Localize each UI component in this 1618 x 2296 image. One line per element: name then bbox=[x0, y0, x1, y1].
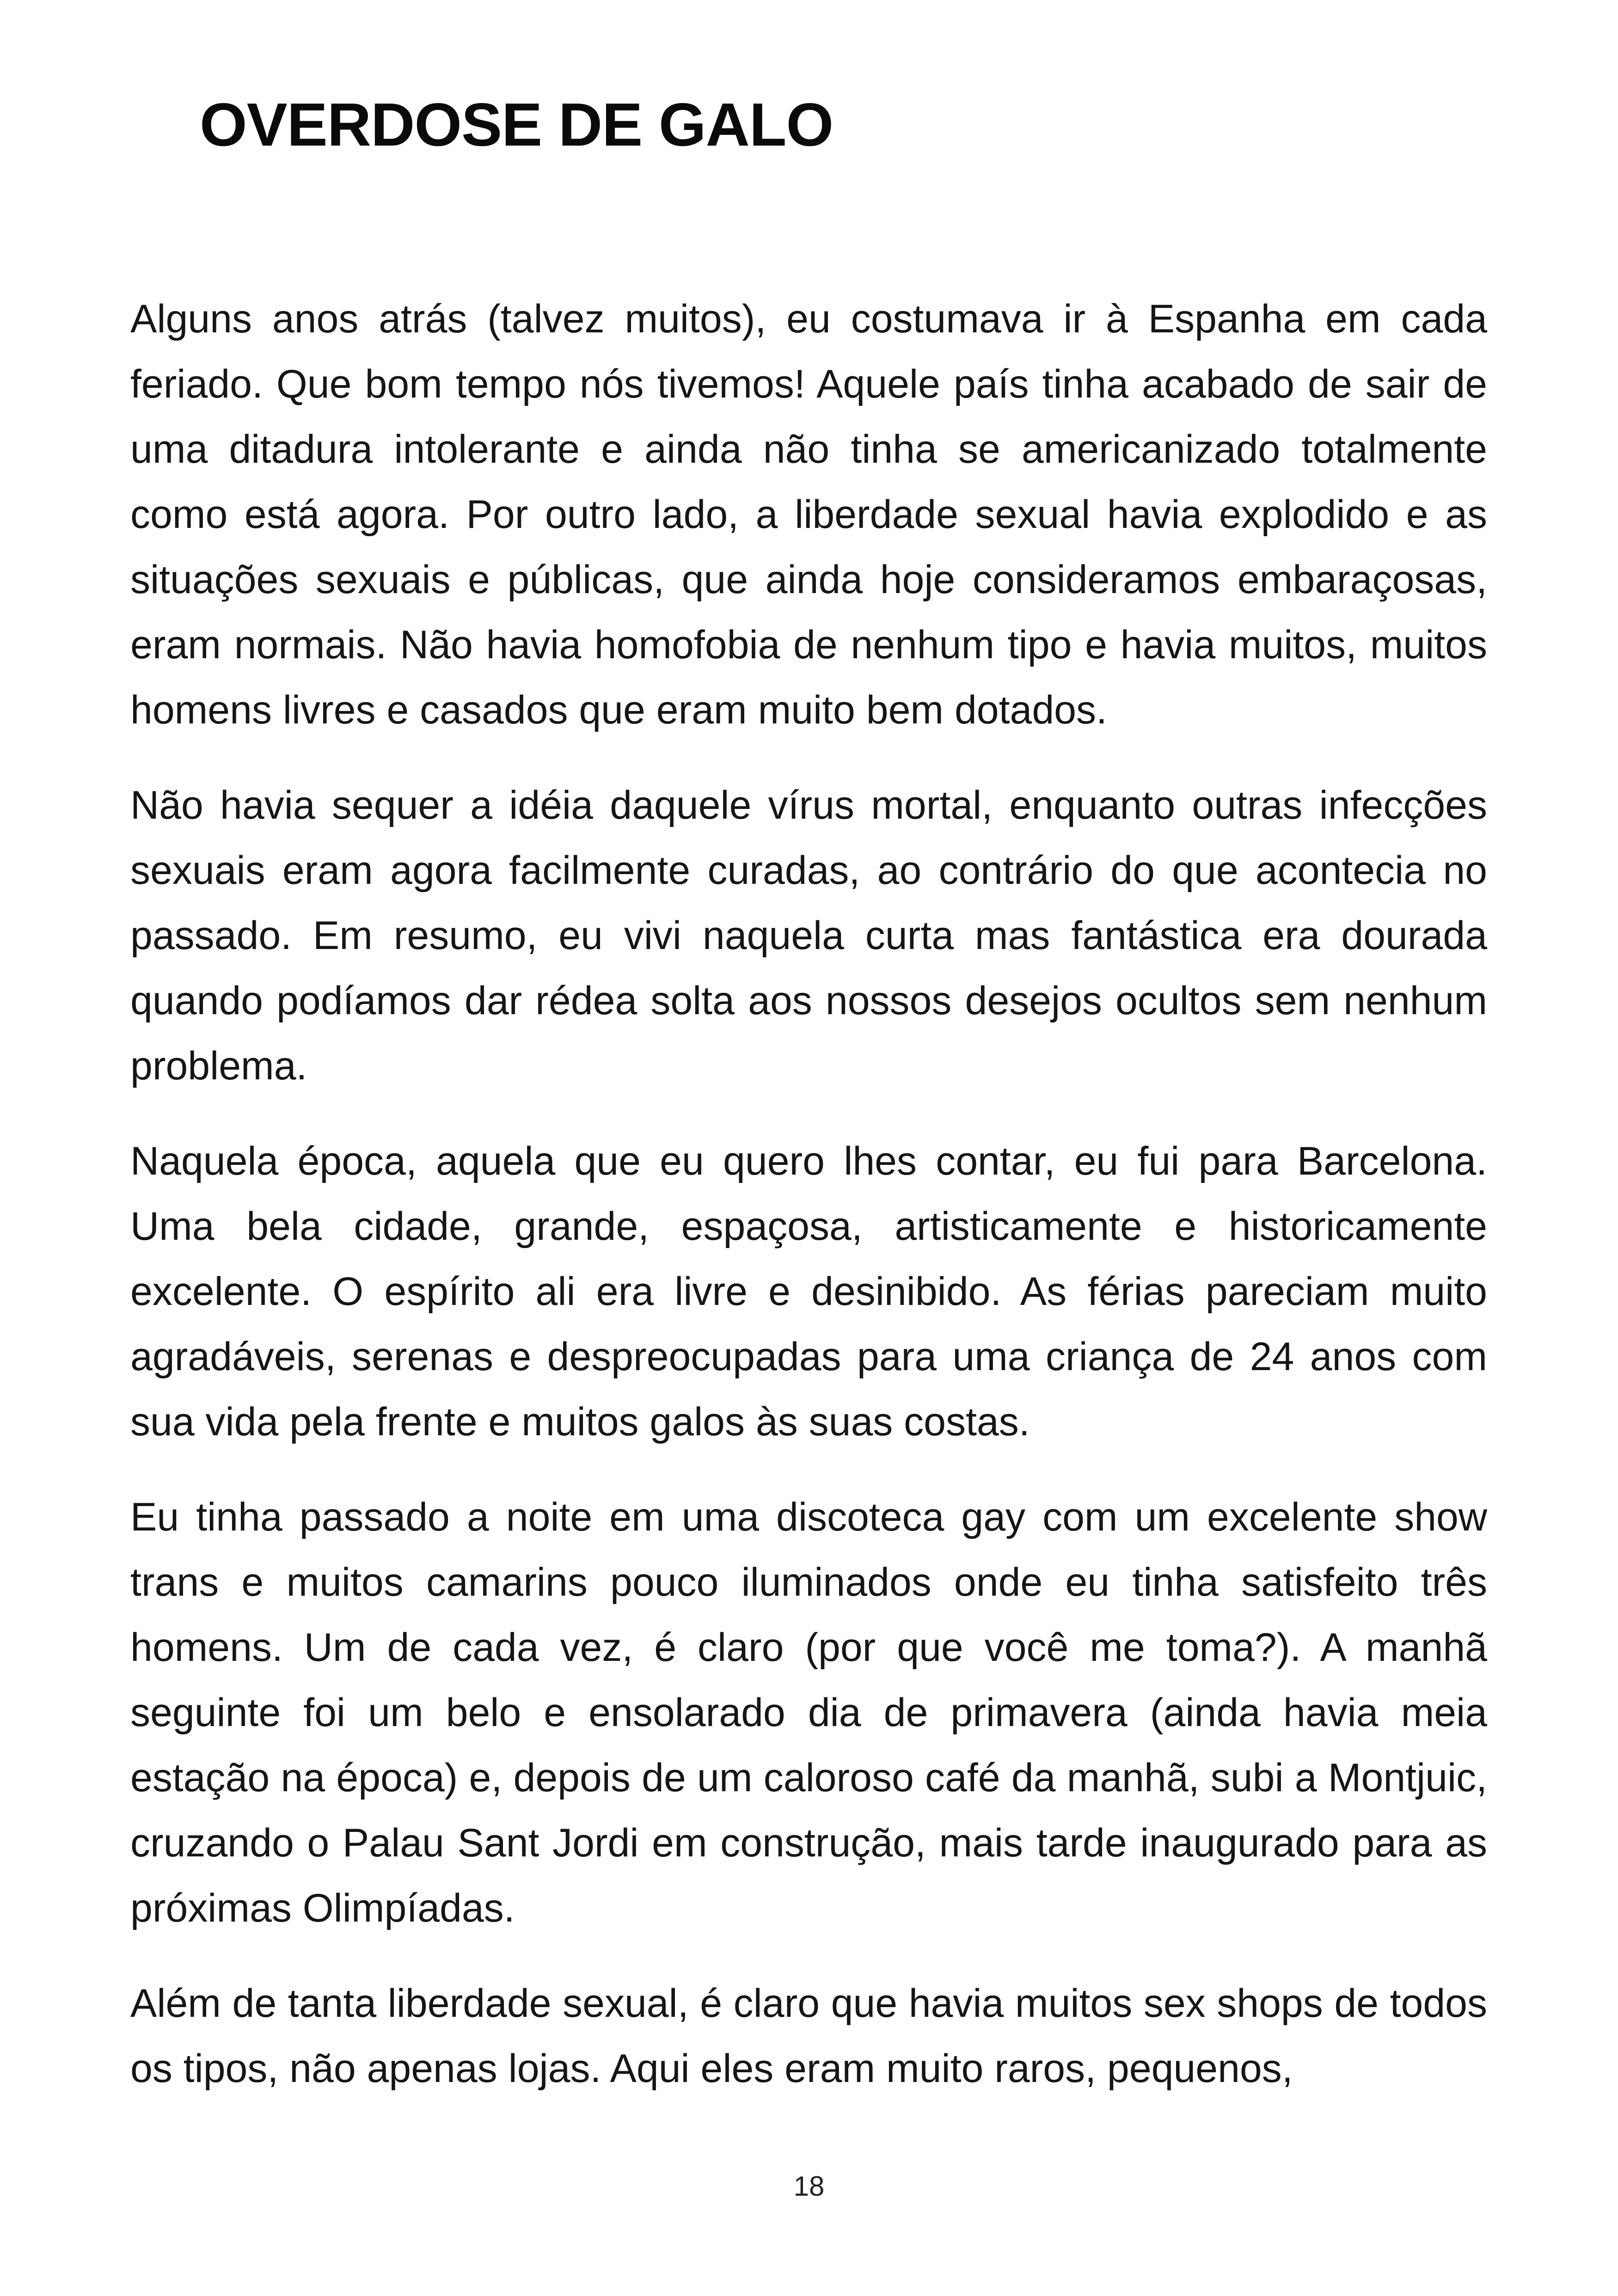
paragraph-1: Alguns anos atrás (talvez muitos), eu costumava ir à Espanha em cada feriado. Que bom tempo nós tivemos! Aquele país tinha acabado de sair de uma ditadura intolerante e ainda não tinha se americanizado totalmente como está agora. Por outro lado, a liberdade sexual havia explodido e as situações sexuais e públicas, que ainda hoje consideramos embaraçosas, eram normais. Não havia homofobia de nenhum tipo e havia muitos, muitos homens livres e casados que eram muito bem dotados. bbox=[130, 297, 1487, 732]
chapter-title: OVERDOSE DE GALO bbox=[200, 91, 834, 159]
page-number: 18 bbox=[793, 2171, 825, 2202]
paragraph-5: Além de tanta liberdade sexual, é claro que havia muitos sex shops de todos os tipos, não apenas lojas. Aqui eles eram muito raros, pequenos, bbox=[130, 1981, 1487, 2091]
body-text bbox=[130, 287, 1487, 2131]
paragraph-2: Não havia sequer a idéia daquele vírus mortal, enquanto outras infecções sexuais eram agora facilmente curadas, ao contrário do que acontecia no passado. Em resumo, eu vivi naquela curta mas fantástica era dourada quando podíamos dar rédea solta aos nossos desejos ocultos sem nenhum problema. bbox=[130, 783, 1487, 1088]
paragraph-4: Eu tinha passado a noite em uma discoteca gay com um excelente show trans e muitos camarins pouco iluminados onde eu tinha satisfeito três homens. Um de cada vez, é claro (por que você me toma?). A manhã seguinte foi um belo e ensolarado dia de primavera (ainda havia meia estação na época) e, depois de um caloroso café da manhã, subi a Montjuic, cruzando o Palau Sant Jordi em construção, mais tarde inaugurado para as próximas Olimpíadas. bbox=[130, 1495, 1487, 1930]
paragraph-3: Naquela época, aquela que eu quero lhes contar, eu fui para Barcelona. Uma bela cidade, grande, espaçosa, artisticamente e historicamente excelente. O espírito ali era livre e desinibido. As férias pareciam muito agradáveis, serenas e despreocupadas para uma criança de 24 anos com sua vida pela frente e muitos galos às suas costas. bbox=[130, 1139, 1487, 1444]
